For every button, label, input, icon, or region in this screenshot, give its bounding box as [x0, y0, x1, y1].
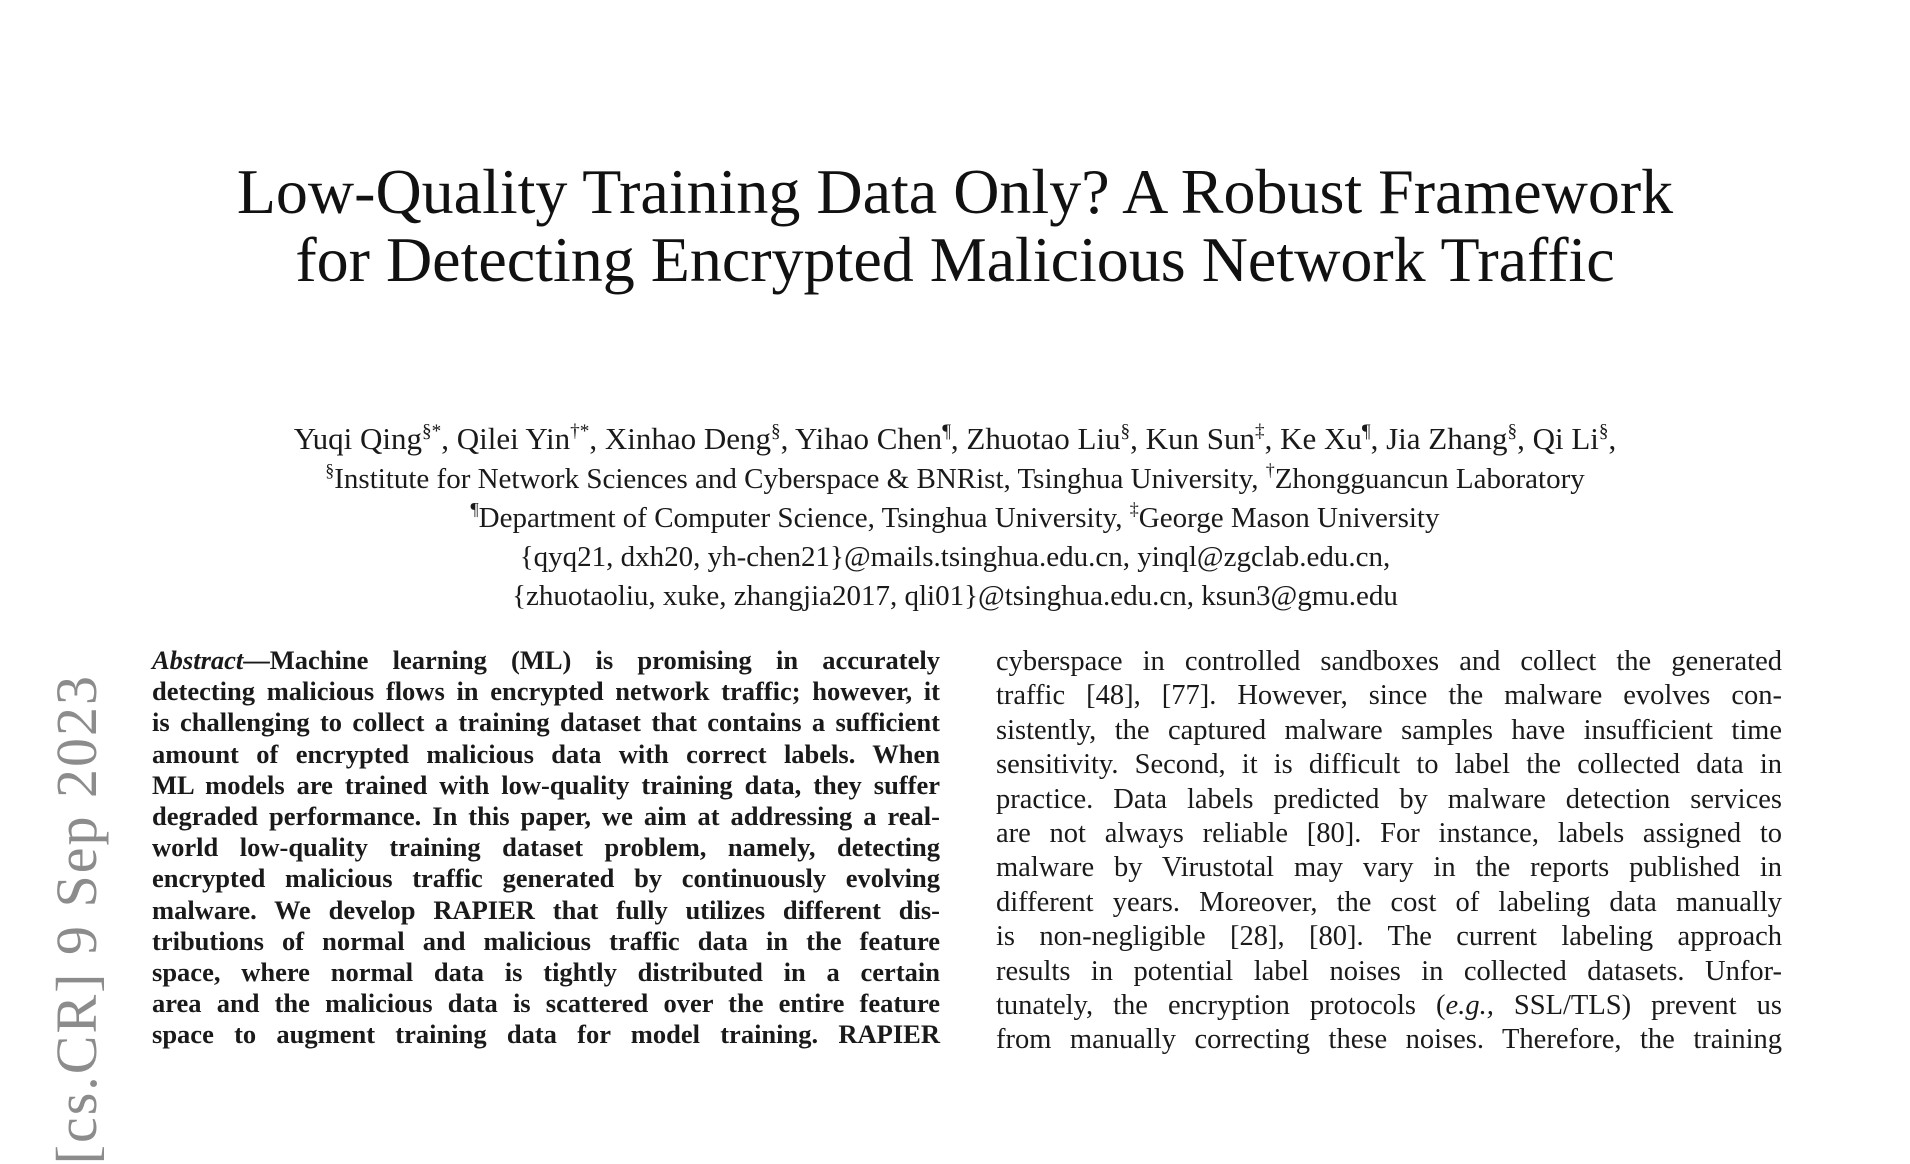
- author: Xinhao Deng§: [604, 420, 781, 456]
- author: Yihao Chen¶: [794, 420, 951, 456]
- title-line-1: Low-Quality Training Data Only? A Robust Framework: [236, 156, 1674, 227]
- author: Ke Xu¶: [1280, 420, 1371, 456]
- arxiv-identifier: [cs.CR] 9 Sep 2023: [44, 674, 109, 1164]
- author-block: [0, 418, 1910, 616]
- abstract-line: malware. We develop RAPIER that fully utilizes different dis-: [152, 894, 940, 925]
- abstract-line: space to augment training data for model training. RAPIER: [152, 1019, 940, 1050]
- author: Qi Li§: [1532, 420, 1609, 456]
- abstract-line: area and the malicious data is scattered over the entire feature: [152, 988, 940, 1019]
- abstract-line: detecting malicious flows in encrypted network traffic; however, it: [152, 676, 940, 707]
- abstract-line: space, where normal data is tightly distributed in a certain: [152, 956, 940, 987]
- abstract-line: is challenging to collect a training dataset that contains a sufficient: [152, 707, 940, 738]
- author: Yuqi Qing§*: [293, 420, 442, 456]
- author: Qilei Yin†*: [456, 420, 590, 456]
- abstract-line: tributions of normal and malicious traffic data in the feature: [152, 925, 940, 956]
- body-line: sensitivity. Second, it is difficult to label the collected data in: [996, 749, 1782, 781]
- abstract-label: Abstract: [152, 645, 244, 675]
- author-list: Yuqi Qing§*, Qilei Yin†*, Xinhao Deng§, Yihao Chen¶, Zhuotao Liu§, Kun Sun‡, Ke Xu¶, Jia Zhang§, Qi Li§,: [293, 420, 1617, 456]
- abstract-line: world low-quality training dataset problem, namely, detecting: [152, 832, 940, 863]
- body-line: tunately, the encryption protocols (e.g., SSL/TLS) prevent us: [996, 989, 1782, 1021]
- email-line-2: {zhuotaoliu, xuke, zhangjia2017, qli01}@tsinghua.edu.cn, ksun3@gmu.edu: [512, 580, 1398, 612]
- body-line: practice. Data labels predicted by malware detection services: [996, 783, 1782, 815]
- author: Zhuotao Liu§: [966, 420, 1131, 456]
- body-line: different years. Moreover, the cost of labeling data manually: [996, 886, 1782, 918]
- author: Kun Sun‡: [1145, 420, 1265, 456]
- body-line: malware by Virustotal may vary in the reports published in: [996, 852, 1782, 884]
- affiliation-line-1: §Institute for Network Sciences and Cyberspace & BNRist, Tsinghua University, †Zhongguancun Laboratory: [325, 460, 1585, 495]
- abstract-line: ML models are trained with low-quality training data, they suffer: [152, 769, 940, 800]
- body-line: cyberspace in controlled sandboxes and collect the generated: [996, 646, 1782, 677]
- title-line-2: for Detecting Encrypted Malicious Network Traffic: [295, 224, 1615, 295]
- body-line: results in potential label noises in collected datasets. Unfor-: [996, 955, 1782, 987]
- body-line: traffic [48], [77]. However, since the malware evolves con-: [996, 680, 1782, 712]
- body-line: from manually correcting these noises. Therefore, the training: [996, 1024, 1782, 1056]
- abstract-line: degraded performance. In this paper, we aim at addressing a real-: [152, 800, 940, 831]
- body-line: are not always reliable [80]. For instance, labels assigned to: [996, 817, 1782, 849]
- body-column-right: [996, 645, 1782, 1058]
- affiliation-line-2: ¶Department of Computer Science, Tsinghua University, ‡George Mason University: [470, 499, 1440, 534]
- abstract-line: amount of encrypted malicious data with correct labels. When: [152, 738, 940, 769]
- author: Jia Zhang§: [1386, 420, 1518, 456]
- arxiv-side-stamp: [44, 674, 114, 1164]
- abstract-column: [152, 645, 940, 1050]
- abstract-line: encrypted malicious traffic generated by continuously evolving: [152, 863, 940, 894]
- email-line-1: {qyq21, dxh20, yh-chen21}@mails.tsinghua.edu.cn, yinql@zgclab.edu.cn,: [519, 541, 1391, 573]
- abstract-line: Abstract—Machine learning (ML) is promising in accurately: [152, 645, 940, 675]
- body-line: is non-negligible [28], [80]. The current labeling approach: [996, 921, 1782, 953]
- body-line: sistently, the captured malware samples have insufficient time: [996, 714, 1782, 746]
- paper-title: [0, 158, 1910, 294]
